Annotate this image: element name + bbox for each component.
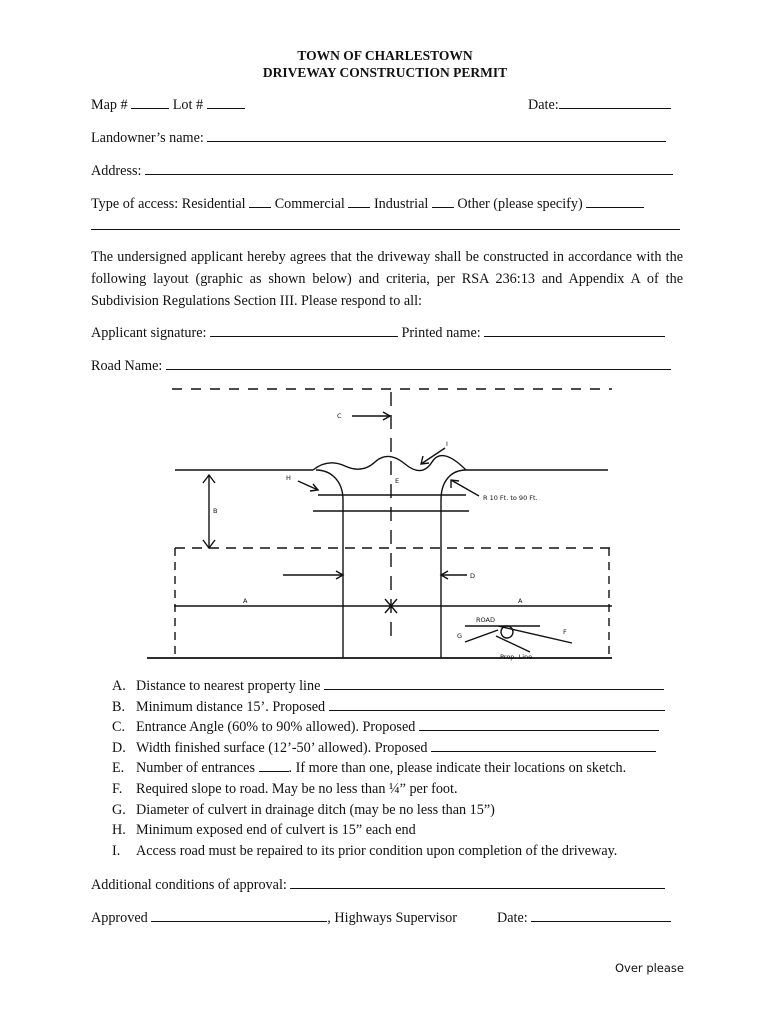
section-ditch-line: [465, 630, 498, 642]
signature-row: [91, 323, 665, 342]
other-continuation-field[interactable]: [91, 229, 680, 230]
landowner-label: Landowner’s name:: [91, 130, 204, 146]
applicant-signature-field[interactable]: [210, 323, 398, 337]
entrance-angle-field[interactable]: [419, 717, 659, 731]
curve-i: [313, 456, 466, 471]
industrial-field[interactable]: [432, 194, 454, 208]
diagram-label-d: D: [470, 572, 476, 580]
criteria-item-f: F. Required slope to road. May be no less than ¼” per foot.: [112, 780, 458, 797]
distance-property-line-field[interactable]: [324, 676, 664, 690]
diagram-label-prop-line: Prop. Line: [500, 653, 533, 661]
agreement-paragraph: The undersigned applicant hereby agrees that the driveway shall be constructed in accordance with the following layout (graphic as shown below) and criteria, per RSA 236:13 and Appendix A of the Subdivision Regulations Section III. Please respond to all:: [91, 249, 683, 309]
map-field[interactable]: [131, 95, 169, 109]
additional-conditions-label: Additional conditions of approval:: [91, 877, 287, 893]
approved-label: Approved: [91, 910, 148, 926]
criteria-item-i: I. Access road must be repaired to its prior condition upon completion of the driveway.: [112, 842, 618, 859]
address-label: Address:: [91, 163, 142, 179]
address-row: [91, 161, 673, 180]
driveway-layout-diagram: [0, 380, 770, 680]
date-row: [528, 95, 671, 114]
additional-conditions-field[interactable]: [290, 875, 665, 889]
highways-supervisor-label: , Highways Supervisor: [327, 910, 457, 926]
diagram-label-c: C: [337, 412, 342, 420]
diagram-label-i: I: [446, 440, 448, 448]
lot-label: Lot #: [172, 97, 204, 113]
criteria-item-e: E. Number of entrances . If more than one, please indicate their locations on sketch.: [112, 760, 627, 777]
road-name-field[interactable]: [166, 356, 671, 370]
industrial-label: Industrial: [373, 196, 429, 212]
road-name-label: Road Name:: [91, 358, 163, 374]
lot-field[interactable]: [207, 95, 245, 109]
printed-name-label: Printed name:: [401, 325, 481, 341]
map-lot-row: [91, 95, 245, 114]
other-field[interactable]: [586, 194, 644, 208]
r-arrow-line: [451, 480, 479, 496]
additional-conditions-row: [91, 875, 665, 894]
criteria-item-b: B. Minimum distance 15’. Proposed: [112, 697, 665, 718]
residential-field[interactable]: [249, 194, 271, 208]
other-label: Other (please specify): [457, 196, 583, 212]
criteria-list: [112, 676, 665, 861]
over-please-note: Over please: [615, 961, 684, 975]
diagram-label-h: H: [286, 474, 291, 482]
diagram-label-road: ROAD: [476, 616, 495, 624]
printed-name-field[interactable]: [484, 323, 665, 337]
approval-date-row: [497, 908, 671, 927]
approval-date-field[interactable]: [531, 908, 671, 922]
date-field[interactable]: [559, 95, 671, 109]
permit-title: DRIVEWAY CONSTRUCTION PERMIT: [262, 65, 508, 80]
section-prop-line: [496, 636, 530, 652]
date-label: Date:: [528, 97, 559, 113]
criteria-item-c: C. Entrance Angle (60% to 90% allowed). Proposed: [112, 717, 665, 738]
number-entrances-field[interactable]: [259, 758, 289, 772]
address-field[interactable]: [145, 161, 673, 175]
section-slope-line: [498, 626, 572, 643]
access-row: [91, 194, 644, 213]
diagram-label-g: G: [457, 632, 463, 640]
diagram-label-a-left: A: [243, 597, 248, 605]
diagram-label-f: F: [563, 628, 567, 636]
criteria-item-d: D. Width finished surface (12’-50’ allowed). Proposed: [112, 738, 665, 759]
landowner-row: [91, 128, 666, 147]
approved-row: [91, 908, 457, 927]
criteria-item-h: H. Minimum exposed end of culvert is 15” each end: [112, 822, 416, 839]
diagram-label-e: E: [395, 477, 400, 485]
diagram-label-radius: R 10 Ft. to 90 Ft.: [483, 494, 538, 502]
applicant-signature-label: Applicant signature:: [91, 325, 207, 341]
commercial-field[interactable]: [348, 194, 370, 208]
town-title: TOWN OF CHARLESTOWN: [297, 48, 473, 63]
diagram-label-a-right: A: [518, 597, 523, 605]
width-surface-field[interactable]: [431, 738, 656, 752]
commercial-label: Commercial: [274, 196, 345, 212]
approval-date-label: Date:: [497, 910, 528, 926]
landowner-field[interactable]: [207, 128, 666, 142]
minimum-distance-field[interactable]: [329, 697, 665, 711]
approved-field[interactable]: [151, 908, 327, 922]
road-name-row: [91, 356, 671, 375]
diagram-label-b: B: [213, 507, 218, 515]
criteria-item-g: G. Diameter of culvert in drainage ditch (may be no less than 15”): [112, 801, 495, 818]
criteria-item-a: A. Distance to nearest property line: [112, 676, 665, 697]
map-label: Map #: [91, 97, 128, 113]
residential-label: Type of access: Residential: [91, 196, 246, 212]
